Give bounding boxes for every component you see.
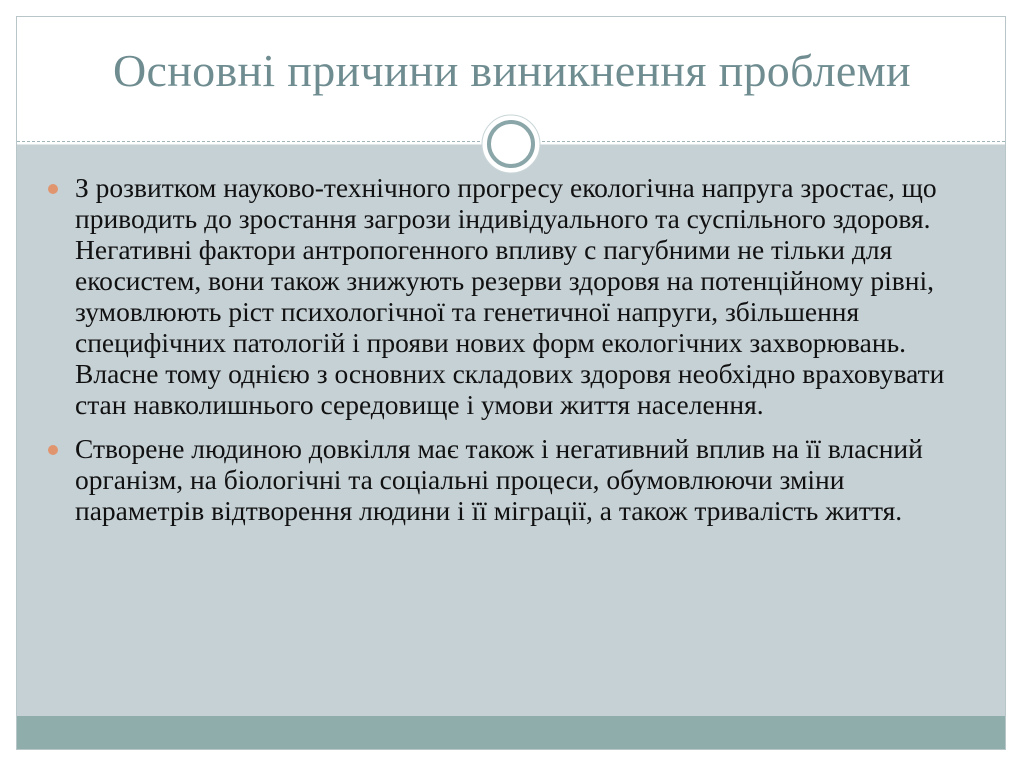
bullet-text: З розвитком науково-технічного прогресу екологічна напруга зростає, що приводить до зростання загрози індивідуального та суспільного здоровя. Негативні фактори антропогенного впливу с пагубними не тільки для екосистем, вони також знижують резерви здоровя на потенційному рівні, зумовлюють ріст психологічної та генетичної напруги, збільшення специфічних патологій і прояви нових форм екологічних захворювань. Власне тому однією з основних складових здоровя необхідно враховувати стан навколишнього середовище і умови життя населення. [75,172,945,420]
bullet-item [48,433,978,526]
round-bullet-icon [48,184,58,194]
footer-bar [17,716,1005,749]
double-circle-ornament-icon [480,113,542,175]
bullet-item [48,172,978,420]
round-bullet-icon [48,445,58,455]
bullet-list [48,172,978,539]
slide-title: Основні причини виникнення проблеми [113,45,911,96]
bullet-text: Створене людиною довкілля має також і негативний вплив на її власний організм, на біологічні та соціальні процеси, обумовлюючи зміни параметрів відтворення людини і її міграції, а також тривалість життя. [75,433,923,526]
